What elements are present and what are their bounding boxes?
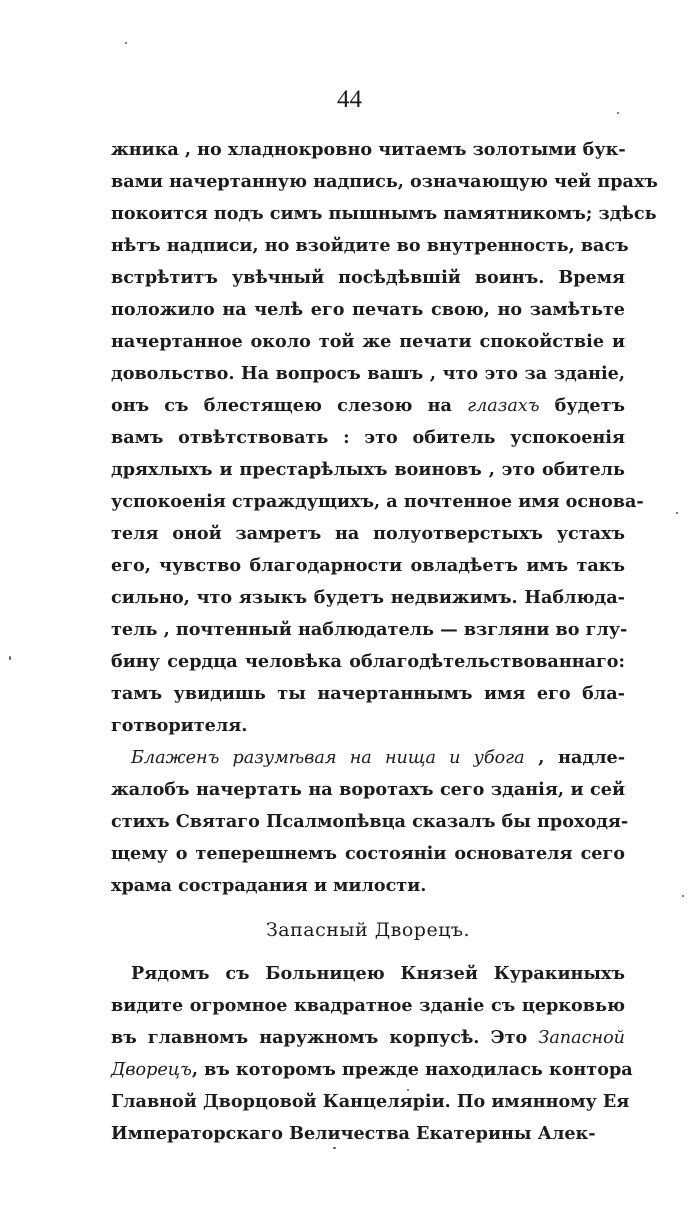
text-line: начертанное около той же печати спокойствіе и bbox=[111, 331, 625, 352]
italic-text: Дворецъ bbox=[111, 1060, 192, 1080]
text-line bbox=[111, 1054, 633, 1086]
text-line bbox=[111, 1022, 625, 1054]
text-line: сильно, что языкъ будетъ недвижимъ. Наблюда- bbox=[111, 587, 625, 608]
text-line: положило на челѣ его печать свою, но замѣтьте bbox=[111, 299, 625, 320]
print-speck bbox=[682, 895, 684, 897]
text-line: видите огромное квадратное зданіе съ церковью bbox=[111, 995, 625, 1016]
text-line: довольство. На вопросъ вашъ , что это за зданіе, bbox=[111, 363, 625, 384]
text-line: встрѣтитъ увѣчный посѣдѣвшій воинъ. Время bbox=[111, 267, 625, 288]
text-run: въ главномъ наружномъ корпусѣ. Это bbox=[111, 1027, 539, 1048]
text-line: Рядомъ съ Больницею Князей Куракиныхъ bbox=[131, 963, 625, 984]
italic-text: Запасной bbox=[538, 1028, 625, 1048]
text-line: бину сердца человѣка облагодѣтельствованнаго: bbox=[111, 651, 625, 672]
section-heading: Запасный Дворецъ. bbox=[265, 919, 471, 941]
paragraph bbox=[111, 958, 633, 1150]
text-line: храма сострадания и милости. bbox=[111, 875, 427, 896]
body-text bbox=[111, 134, 658, 1150]
text-line: Императорскаго Величества Екатерины Алек- bbox=[111, 1123, 596, 1144]
text-run: будетъ bbox=[539, 395, 625, 416]
text-run: , въ которомъ прежде находилась контора bbox=[191, 1059, 633, 1080]
text-line: тель , почтенный наблюдатель — взгляни во глу- bbox=[111, 619, 628, 640]
italic-text: глазахъ bbox=[467, 396, 540, 416]
text-run: , надле- bbox=[524, 747, 626, 768]
text-line: вами начертанную надпись, означающую чей прахъ bbox=[111, 171, 658, 192]
italic-text: Блаженъ разумѣвая на нища и убога bbox=[131, 748, 525, 768]
text-line bbox=[111, 742, 625, 774]
text-line: тамъ увидишь ты начертаннымъ имя его бла- bbox=[111, 683, 625, 704]
print-speck bbox=[407, 1089, 409, 1091]
text-line: теля оной замретъ на полуотверстыхъ устахъ bbox=[111, 523, 625, 544]
print-speck bbox=[617, 112, 619, 114]
print-speck bbox=[333, 1147, 336, 1149]
text-line: стихъ Святаго Псалмопѣвца сказалъ бы проходя- bbox=[111, 811, 629, 832]
text-run: онъ съ блестящею слезою на bbox=[111, 395, 468, 416]
page-number: 44 bbox=[337, 86, 362, 113]
text-line: вамъ отвѣтствовать : это обитель успокоенія bbox=[111, 427, 625, 448]
text-line: нѣтъ надписи, но взойдите во внутренность, васъ bbox=[111, 235, 629, 256]
text-line: жника , но хладнокровно читаемъ золотыми бук- bbox=[111, 139, 626, 160]
paragraph bbox=[111, 742, 629, 902]
text-line: щему о теперешнемъ состояніи основателя сего bbox=[111, 843, 625, 864]
text-line: покоится подъ симъ пышнымъ памятникомъ; здѣсь bbox=[111, 203, 657, 224]
print-speck bbox=[125, 42, 127, 44]
text-line: готворителя. bbox=[111, 715, 248, 736]
print-speck bbox=[676, 512, 678, 514]
text-line: жалобъ начертать на воротахъ сего зданія, и сей bbox=[111, 779, 625, 800]
paragraph bbox=[111, 134, 658, 742]
text-line: дряхлыхъ и престарѣлыхъ воиновъ , это обитель bbox=[111, 459, 625, 480]
text-line: его, чувство благодарности овладѣетъ имъ такъ bbox=[111, 555, 625, 576]
text-line: Главной Дворцовой Канцеляріи. По имянному Ея bbox=[111, 1091, 630, 1112]
print-speck bbox=[9, 656, 11, 660]
text-line: успокоенія страждущихъ, а почтенное имя основа- bbox=[111, 491, 644, 512]
text-line bbox=[111, 390, 625, 422]
